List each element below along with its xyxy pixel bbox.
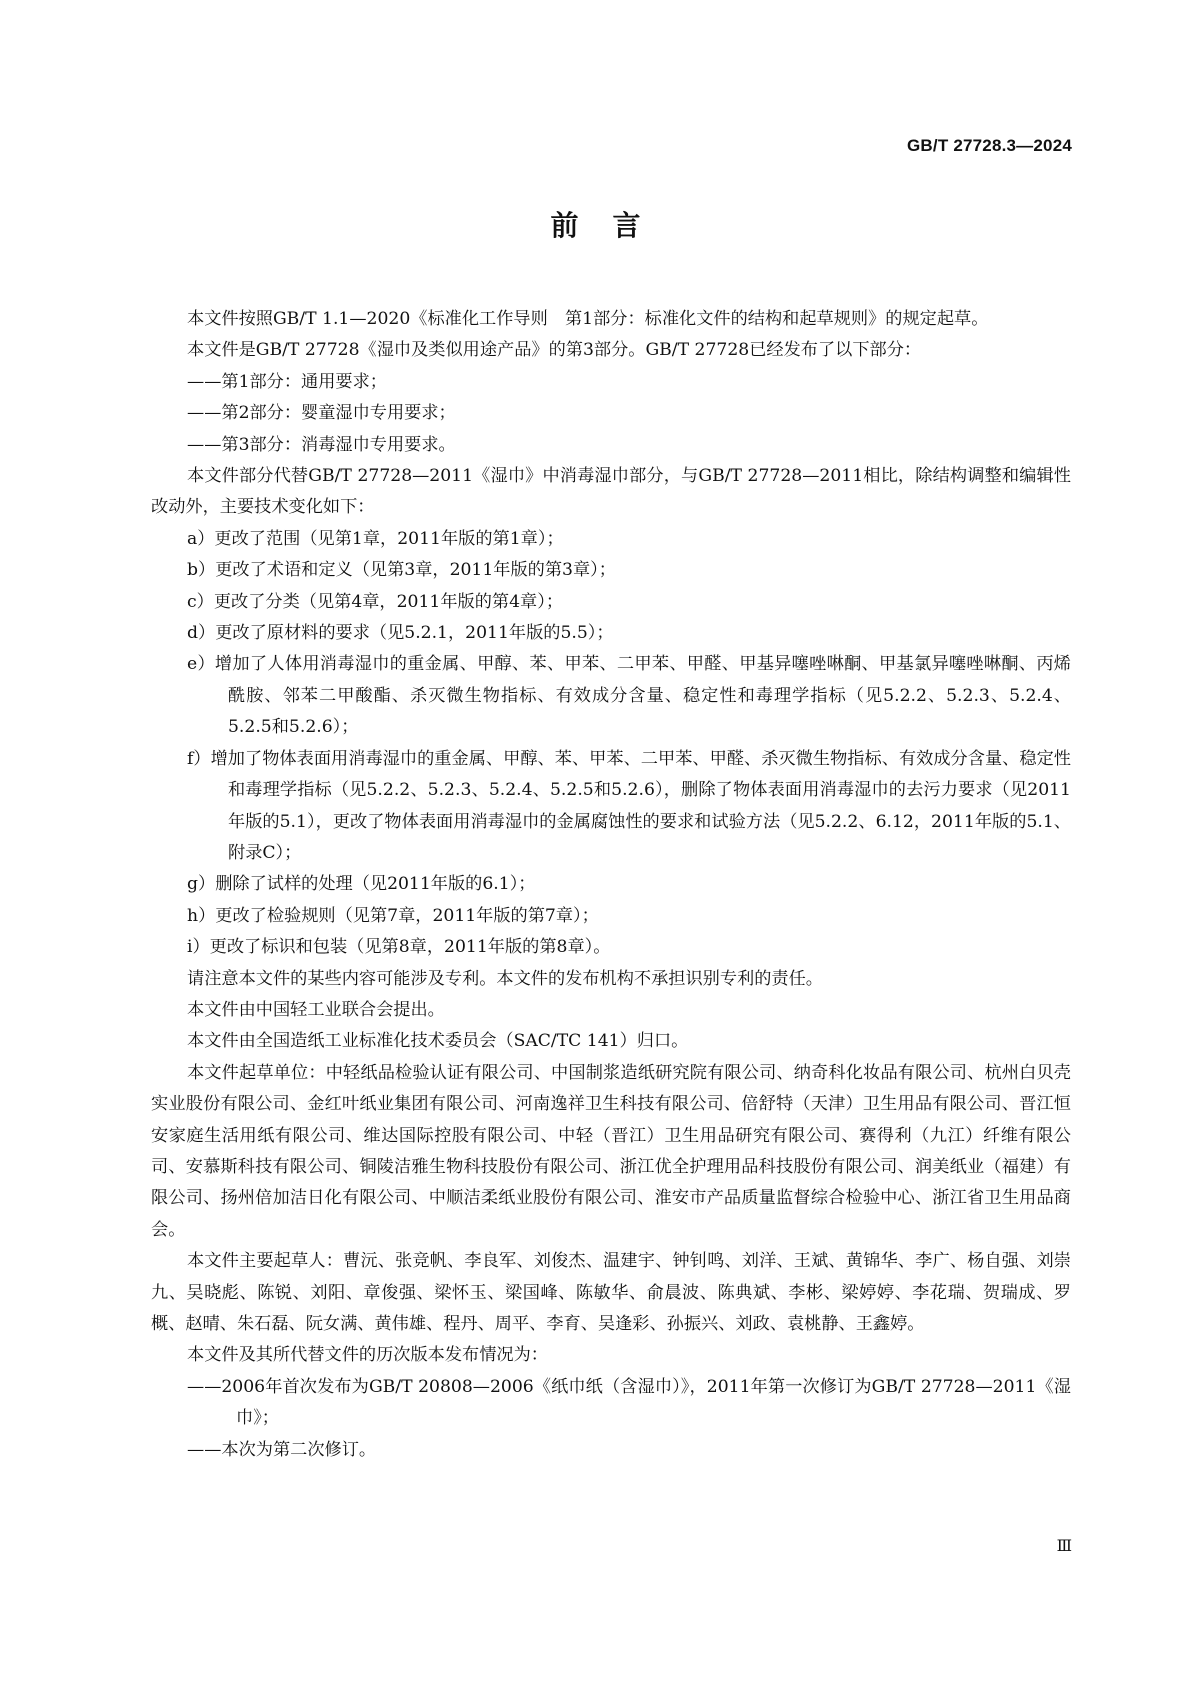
standard-code: GB/T 27728.3—2024 (907, 136, 1072, 155)
page-title: 前言 (550, 209, 675, 242)
paragraph-series-parts: 本文件是GB/T 27728《湿巾及类似用途产品》的第3部分。GB/T 27728已经发布了以下部分： (187, 340, 922, 361)
paragraph-drafting-rules: 本文件按照GB/T 1.1—2020《标准化工作导则 第1部分：标准化文件的结构和起草规则》的规定起草。 (187, 309, 989, 329)
list-item: ——第2部分：婴童湿巾专用要求； (187, 403, 456, 424)
list-item: ——第3部分：消毒湿巾专用要求。 (187, 434, 456, 455)
change-item: i）更改了标识和包装（见第8章，2011年版的第8章）。 (187, 937, 611, 958)
change-item: b）更改了术语和定义（见第3章，2011年版的第3章）； (187, 560, 616, 581)
paragraph-version-history: 本文件及其所代替文件的历次版本发布情况为： (187, 1345, 548, 1366)
change-item: c）更改了分类（见第4章，2011年版的第4章）； (187, 591, 564, 612)
change-item: a）更改了范围（见第1章，2011年版的第1章）； (187, 528, 564, 549)
change-item: g）删除了试样的处理（见2011年版的6.1）； (187, 874, 536, 895)
page-number: Ⅲ (1056, 1536, 1072, 1555)
list-item: ——本次为第二次修订。 (187, 1439, 377, 1460)
paragraph-drafters: 本文件主要起草人：曹沅、张竞帆、李良军、刘俊杰、温建宇、钟钊鸣、刘洋、王斌、黄锦华、李广、杨自强、刘崇九、吴晓彪、陈锐、刘阳、章俊强、梁怀玉、梁国峰、陈敏华、俞晨波、陈典斌、李彬、梁婷婷、李花瑞、贺瑞成、罗概、赵晴、朱石磊、阮女满、黄伟雄、程丹、周平、李育、吴逢彩、孙振兴、刘政、袁桃静、王鑫婷。 (151, 1251, 1071, 1334)
paragraph-committee: 本文件由全国造纸工业标准化技术委员会（SAC/TC 141）归口。 (187, 1031, 689, 1052)
list-item: ——2006年首次发布为GB/T 20808—2006《纸巾纸（含湿巾）》，2011年第一次修订为GB/T 27728—2011《湿巾》； (187, 1376, 1071, 1429)
paragraph-proposer: 本文件由中国轻工业联合会提出。 (187, 999, 445, 1020)
change-item: d）更改了原材料的要求（见5.2.1，2011年版的5.5）； (187, 623, 614, 644)
list-item: ——第1部分：通用要求； (187, 371, 387, 392)
change-item: h）更改了检验规则（见第7章，2011年版的第7章）； (187, 905, 599, 926)
document-body (151, 304, 1071, 1466)
paragraph-patent-notice: 请注意本文件的某些内容可能涉及专利。本文件的发布机构不承担识别专利的责任。 (187, 968, 823, 989)
paragraph-drafting-units: 本文件起草单位：中轻纸品检验认证有限公司、中国制浆造纸研究院有限公司、纳奇科化妆品有限公司、杭州白贝壳实业股份有限公司、金红叶纸业集团有限公司、河南逸祥卫生科技有限公司、倍舒特（天津）卫生用品有限公司、晋江恒安家庭生活用纸有限公司、维达国际控股有限公司、中轻（晋江）卫生用品研究有限公司、赛得利（九江）纤维有限公司、安慕斯科技有限公司、铜陵洁雅生物科技股份有限公司、浙江优全护理用品科技股份有限公司、润美纸业（福建）有限公司、扬州倍加洁日化有限公司、中顺洁柔纸业股份有限公司、淮安市产品质量监督综合检验中心、浙江省卫生用品商会。 (151, 1062, 1071, 1240)
change-item: f）增加了物体表面用消毒湿巾的重金属、甲醇、苯、甲苯、二甲苯、甲醛、杀灭微生物指标、有效成分含量、稳定性和毒理学指标（见5.2.2、5.2.3、5.2.4、5.2.5和5.2.6），删除了物体表面用消毒湿巾的去污力要求（见2011年版的5.1），更改了物体表面用消毒湿巾的金属腐蚀性的要求和试验方法（见5.2.2、6.12，2011年版的5.1、附录C）； (187, 748, 1071, 863)
change-item: e）增加了人体用消毒湿巾的重金属、甲醇、苯、甲苯、二甲苯、甲醛、甲基异噻唑啉酮、甲基氯异噻唑啉酮、丙烯酰胺、邻苯二甲酸酯、杀灭微生物指标、有效成分含量、稳定性和毒理学指标（见5.2.2、5.2.3、5.2.4、5.2.5和5.2.6）； (187, 654, 1071, 738)
paragraph-replacement: 本文件部分代替GB/T 27728—2011《湿巾》中消毒湿巾部分，与GB/T 27728—2011相比，除结构调整和编辑性改动外，主要技术变化如下： (151, 466, 1071, 518)
